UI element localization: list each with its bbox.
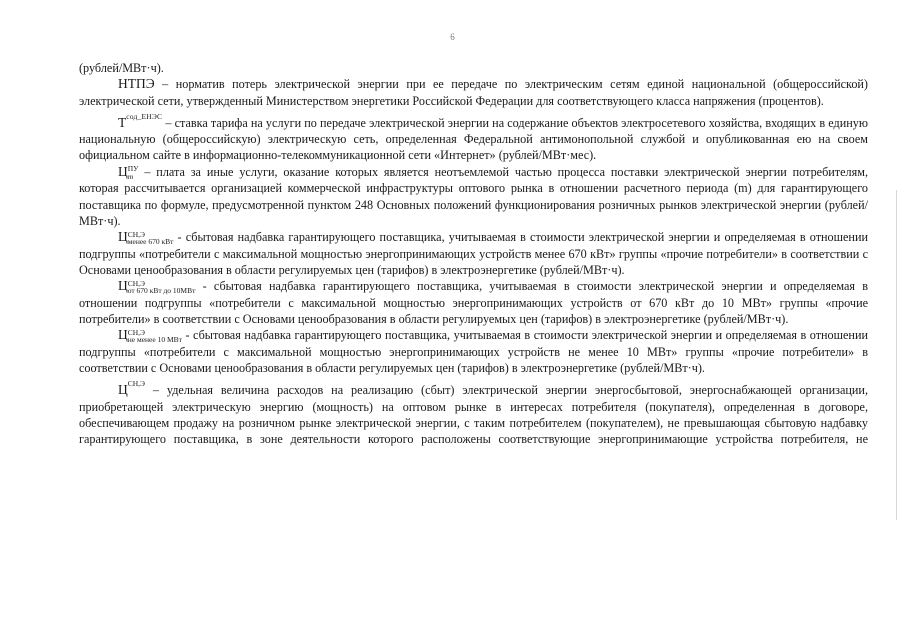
definition-text: – норматив потерь электрической энергии при ее передаче по электрическим сетям единой национальной (общероссийской) электрической сети, утвержденный Министерством энергетики Российской Федерации для соответствующего класса напряжения (процентов). [79,77,868,108]
definition-text: - сбытовая надбавка гарантирующего поставщика, учитываемая в стоимости электрической энергии и определяемая в отношении подгруппы «потребители с максимальной мощностью энергопринимающих устройств менее 670 кВт» группы «прочие потребители» в соответствии с Основами ценообразования в области регулируемых цен (тарифов) в электроэнергетике (рублей/МВт·ч). [79,230,868,277]
symbol-price-sn: Ц СН,Э не менее 10 МВт [118,327,182,345]
definition-markup-670-to-10 [79,278,868,327]
definition-text: – ставка тарифа на услуги по передаче электрической энергии на содержание объектов электросетевого хозяйства, входящих в единую национальную (общероссийскую) электрическую сеть, определенная Федеральной антимонопольной службой и опубликованная ею на своем официальном сайте в информационно-телекоммуникационной сети «Интернет» (рублей/МВт·мес). [79,115,868,163]
symbol-price-sn: Ц СН,Э от 670 кВт до 10МВт [118,278,196,296]
symbol-subscript: m [127,171,134,181]
document-body [79,60,868,448]
symbol-subscript: менее 670 кВт [127,237,174,247]
symbol-subscript: от 670 кВт до 10МВт [127,286,196,296]
symbol-superscript: СН,Э [127,327,145,337]
symbol-subscript: не менее 10 МВт [127,335,182,345]
definition-markup-over-10 [79,327,868,376]
symbol-superscript: СН,Э [127,379,145,389]
definition-tariff-unes [79,109,868,164]
definition-ntpe [79,76,868,109]
definition-text: - сбытовая надбавка гарантирующего поставщика, учитываемая в стоимости электрической энергии и определяемая в отношении подгруппы «потребители с максимальной мощностью энергопринимающих устройств не менее 10 МВт» группы «прочие потребители» в соответствии с Основами ценообразования в области регулируемых цен (тарифов) в электроэнергетике (рублей/МВт·ч). [79,328,868,376]
symbol-superscript: сод_ЕНЭС [126,111,163,121]
definition-text: – удельная величина расходов на реализацию (сбыт) электрической энергии энергосбытовой, энергоснабжающей организации, приобретающей электрическую энергию (мощность) на оптовом рынке в интересах потребителя (покупателя), определенная в договоре, обеспечивающем продажу на розничном рынке электрической энергии, с таким потребителем (покупателем), не превышающая сбытовую надбавку гарантирующего поставщика, в зоне деятельности которого расположены соответствующие энергопринимающие устройства потребителя, не [79,383,868,447]
symbol-ntpe: НТПЭ [118,76,155,92]
definition-unit-costs [79,376,868,447]
symbol-tariff: $T^{сод\_ЕНЭС}$ [118,111,163,130]
symbol-price-sn: Ц СН,Э менее 670 кВт [118,229,174,247]
symbol-superscript: ПУ [127,164,139,174]
page-number: 6 [450,32,455,42]
continuation-line: (рублей/МВт·ч). [79,61,164,75]
definition-markup-under-670 [79,229,868,278]
symbol-price-pu: Ц ПУ m [118,163,139,181]
definition-other-services [79,164,868,229]
symbol-superscript: СН,Э [127,278,145,288]
symbol-price-sn: $Ц^{СН,Э}$ [118,379,145,398]
scan-edge-line [896,190,897,520]
definition-text: – плата за иные услуги, оказание которых является неотъемлемой частью процесса поставки электрической энергии потребителям, которая рассчитывается организацией коммерческой инфраструктуры оптового рынка в отношении расчетного периода (m) для гарантирующего поставщика по формуле, предусмотренной пунктом 248 Основных положений функционирования розничных рынков электрической энергии (рублей/МВт·ч). [79,164,868,228]
symbol-superscript: СН,Э [127,229,145,239]
definition-text: - сбытовая надбавка гарантирующего поставщика, учитываемая в стоимости электрической энергии и определяемая в отношении подгруппы «потребители с максимальной мощностью энергопринимающих устройств от 670 кВт до 10 МВт» группы «прочие потребители» в соответствии с Основами ценообразования в области регулируемых цен (тарифов) в электроэнергетике (рублей/МВт·ч). [79,279,868,327]
